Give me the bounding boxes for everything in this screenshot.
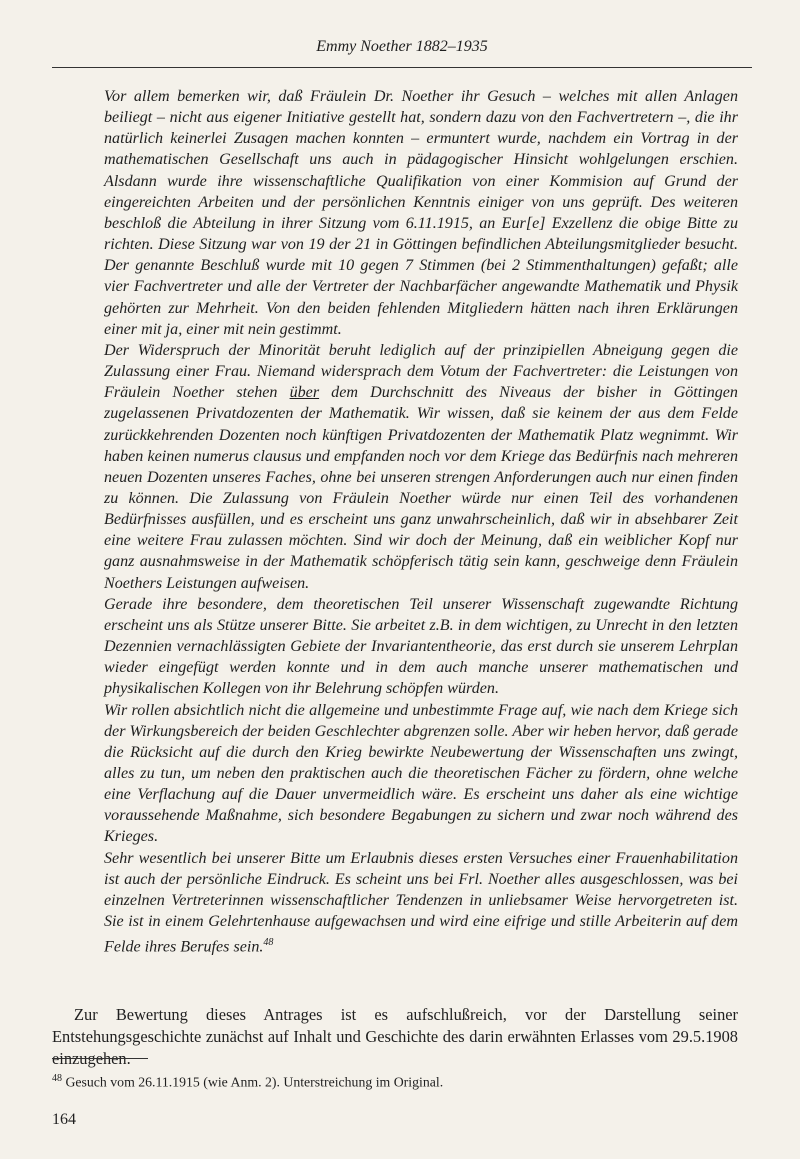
- running-header: Emmy Noether 1882–1935: [316, 38, 488, 55]
- quote-paragraph-1: Vor allem bemerken wir, daß Fräulein Dr. Noether ihr Gesuch – welches mit allen Anlagen beiliegt – nicht aus eigener Initiative gestellt hat, sondern dazu von den Fachvertretern –, die ihr natürlich keinerlei Zusagen machen konnten – ermuntert wurde, nachdem ein Vortrag in der mathematischen Gesellschaft uns auch in pädagogischer Hinsicht wohlgelungen erschien. Alsdann wurde ihre wissenschaftliche Qualifikation von einer Kommision auf Grund der eingereichten Arbeiten und der persönlichen Kenntnis einiger von uns geprüft. Des weiteren beschloß die Abteilung in ihrer Sitzung vom 6.11.1915, an Eur[e] Exzellenz die obige Bitte zu richten. Diese Sitzung war von 19 der 21 in Göttingen befindlichen Abteilungsmitglieder besucht. Der genannte Beschluß wurde mit 10 gegen 7 Stimmen (bei 2 Stimmenthaltungen) gefaßt; alle vier Fachvertreter und alle der Vertreter der Nachbarfächer angewandte Mathematik und Physik gehörten zur Mehrheit. Von den beiden fehlenden Mitgliedern hätten nach ihren Erklärungen einer mit ja, einer mit nein gestimmt.: [104, 88, 738, 338]
- quote-text: Sehr wesentlich bei unserer Bitte um Erlaubnis dieses ersten Versuches einer Frauenhabilitation ist auch der persönliche Eindruck. Es scheint uns bei Frl. Noether alles ausgeschlossen, was bei einzelnen Vertreterinnen wissenschaftlicher Tendenzen in unliebsamer Weise hervorgetreten ist. Sie ist in einem Gelehrtenhause aufgewachsen und wird eine eifrige und stille Arbeiterin auf dem Felde ihres Berufes sein.: [104, 849, 738, 956]
- block-quote: [104, 86, 738, 958]
- footnote-text: Gesuch vom 26.11.1915 (wie Anm. 2). Unterstreichung im Original.: [65, 1074, 444, 1090]
- underlined-word: über: [289, 384, 320, 402]
- body-paragraph: Zur Bewertung dieses Antrages ist es aufschlußreich, vor der Darstellung seiner Entstehungsgeschichte zunächst auf Inhalt und Geschichte des darin erwähnten Erlasses vom 29.5.1908 einzugehen.: [52, 1005, 738, 1069]
- footnote-number: 48: [52, 1073, 62, 1084]
- footnote-reference: 48: [263, 937, 274, 949]
- quote-text: dem Durchschnitt des Niveaus der bisher in Göttingen zugelassenen Privatdozenten der Mathematik. Wir wissen, daß sie keinem der aus dem Felde zurückkehrenden Dozenten noch künftigen Privatdozenten der Mathematik Platz wegnimmt. Wir haben keinen numerus clausus und empfanden noch vor dem Kriege das Bedürfnis nach mehreren neuen Dozenten unseres Faches, ohne bei unseren strengen Anforderungen auch nur einen finden zu können. Die Zulassung von Fräulein Noether würde nur einen Teil des vorhandenen Bedürfnisses ausfüllen, und es erscheint uns ganz unwahrscheinlich, daß wir in absehbarer Zeit eine weitere Frau zulassen möchten. Sind wir doch der Meinung, daß ein weiblicher Kopf nur ganz ausnahmsweise in der Mathematik schöpferisch tätig sein kann, geschweige denn Fräulein Noethers Leistungen aufweisen.: [104, 384, 738, 592]
- header-rule: [52, 67, 752, 68]
- quote-text: Der Widerspruch der Minorität beruht lediglich auf der prinzipiellen Abneigung gegen die Zulassung einer Frau. Niemand widersprach dem Votum der Fachvertreter: die Leistungen von Fräulein Noether stehen: [104, 341, 738, 402]
- quote-paragraph-5: [104, 848, 738, 958]
- footnote: [52, 1070, 738, 1092]
- quote-paragraph-2: [104, 340, 738, 594]
- footnote-rule: [52, 1058, 148, 1059]
- page-number: 164: [52, 1111, 76, 1128]
- quote-paragraph-4: Wir rollen absichtlich nicht die allgemeine und unbestimmte Frage auf, wie nach dem Kriege sich der Wirkungsbereich der beiden Geschlechter abgrenzen solle. Aber wir heben hervor, daß gerade die Rücksicht auf die durch den Krieg bewirkte Neubewertung der Wissenschaften uns zwingt, alles zu tun, um neben den praktischen auch die theoretischen Fächer zu fördern, ohne welche eine Verflachung auf die Dauer unvermeidlich wäre. Es erscheint uns daher als eine wichtige voraussehende Maßnahme, sich besondere Begabungen zu sichern und zwar noch während des Krieges.: [104, 701, 738, 846]
- quote-paragraph-3: Gerade ihre besondere, dem theoretischen Teil unserer Wissenschaft zugewandte Richtung erscheint uns als Stütze unserer Bitte. Sie arbeitet z.B. in dem wichtigen, zu Unrecht in den letzten Dezennien vernachlässigten Gebiete der Invariantentheorie, das erst durch sie unserem Lehrplan wieder eingefügt werden konnte und in dem auch manche unserer mathematischen und physikalischen Kollegen von ihr Belehrung schöpfen würden.: [104, 595, 738, 698]
